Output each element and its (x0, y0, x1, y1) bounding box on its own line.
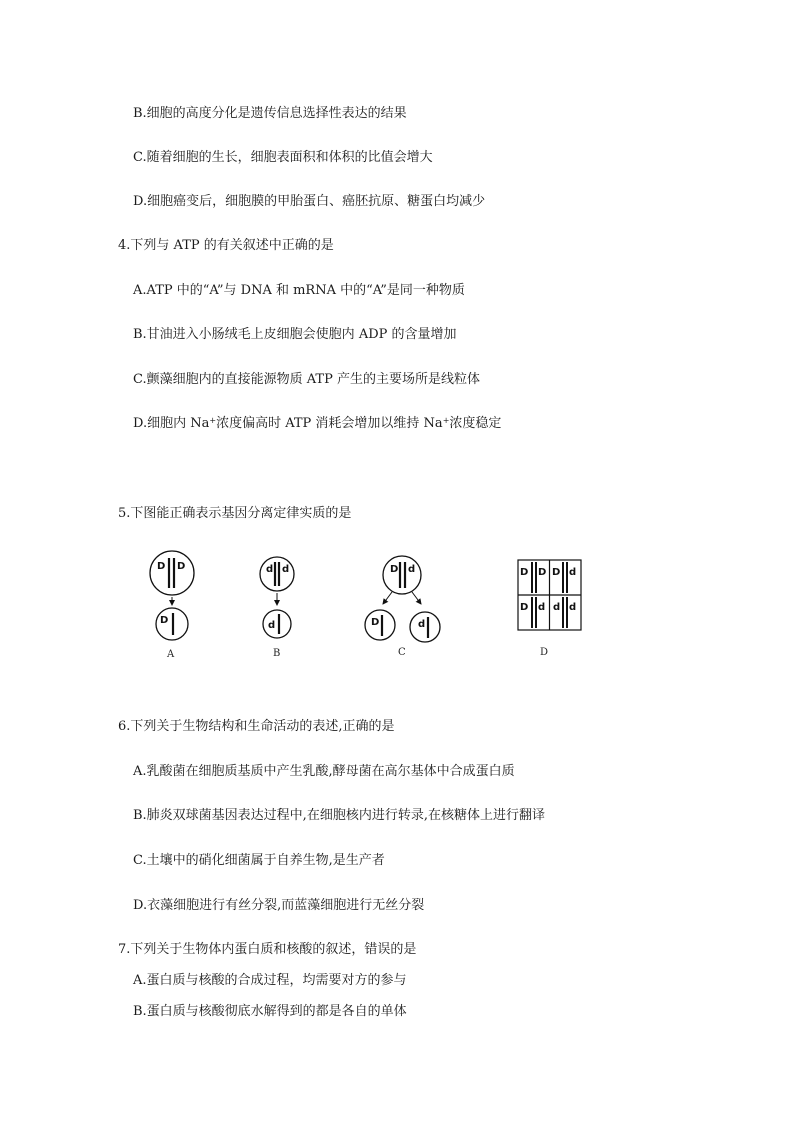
panel-d-label: D (540, 647, 549, 658)
q6-option-b: B.肺炎双球菌基因表达过程中,在细胞核内进行转录,在核糖体上进行翻译 (133, 808, 545, 823)
q7-option-a: A.蛋白质与核酸的合成过程，均需要对方的参与 (133, 973, 407, 988)
panel-d-allele-2: D (538, 567, 547, 578)
q4-option-d (133, 416, 501, 432)
q6-stem: 6.下列关于生物结构和生命活动的表述,正确的是 (118, 719, 395, 734)
q4-d-sup-2: + (442, 416, 450, 425)
q3-option-b: B.细胞的高度分化是遗传信息选择性表达的结果 (133, 106, 407, 121)
panel-a-label: A (167, 649, 175, 660)
q4-option-b: B.甘油进入小肠绒毛上皮细胞会使胞内 ADP 的含量增加 (133, 327, 457, 342)
panel-c-allele-1: D (390, 564, 399, 575)
panel-c-allele-2: d (408, 564, 416, 575)
panel-b-label: B (273, 648, 281, 659)
q4-option-c: C.颤藻细胞内的直接能源物质 ATP 产生的主要场所是线粒体 (133, 372, 480, 387)
q6-option-c: C.土壤中的硝化细菌属于自养生物,是生产者 (133, 853, 385, 868)
panel-b-allele-1: d (266, 564, 274, 575)
q5-stem: 5.下图能正确表示基因分离定律实质的是 (118, 506, 352, 521)
panel-d-allele-7: d (553, 602, 561, 613)
panel-c-allele-3: D (371, 617, 380, 628)
panel-b-allele-2: d (282, 564, 290, 575)
panel-d-allele-6: d (538, 602, 546, 613)
panel-d-allele-4: d (569, 567, 577, 578)
panel-b (260, 557, 294, 659)
q6-option-d: D.衣藻细胞进行有丝分裂,而蓝藻细胞进行无丝分裂 (133, 898, 425, 913)
panel-a-parent-cell (150, 551, 194, 595)
q4-option-a: A.ATP 中的“A”与 DNA 和 mRNA 中的“A”是同一种物质 (133, 283, 465, 298)
q4-stem: 4.下列与 ATP 的有关叙述中正确的是 (118, 238, 334, 253)
q7-option-b: B.蛋白质与核酸彻底水解得到的都是各自的单体 (133, 1004, 407, 1019)
panel-d-allele-8: d (569, 602, 577, 613)
panel-c-allele-4: d (418, 619, 426, 630)
panel-c-daughter-cell-1 (365, 610, 395, 640)
q4-d-text-1: D.细胞内 Na (133, 416, 210, 431)
q4-d-text-3: 浓度稳定 (449, 416, 502, 431)
panel-a-allele-2: D (177, 561, 186, 572)
panel-d-allele-5: D (520, 602, 529, 613)
q3-option-d: D.细胞癌变后，细胞膜的甲胎蛋白、癌胚抗原、糖蛋白均减少 (133, 194, 486, 209)
panel-c-parent-cell (383, 556, 421, 594)
panel-d-allele-3: D (552, 567, 561, 578)
q7-stem: 7.下列关于生物体内蛋白质和核酸的叙述，错误的是 (118, 942, 417, 957)
panel-c-label: C (398, 647, 406, 658)
q5-figure (140, 545, 600, 665)
panel-a (150, 551, 194, 660)
q4-d-text-2: 浓度偏高时 ATP 消耗会增加以维持 Na (216, 416, 443, 431)
panel-c (365, 556, 440, 658)
panel-a-allele-3: D (160, 615, 169, 626)
panel-a-allele-1: D (157, 561, 166, 572)
q6-option-a: A.乳酸菌在细胞质基质中产生乳酸,酵母菌在高尔基体中合成蛋白质 (133, 764, 515, 779)
q4-d-sup-1: + (209, 416, 217, 425)
q3-option-c: C.随着细胞的生长，细胞表面积和体积的比值会增大 (133, 150, 433, 165)
panel-d-allele-1: D (520, 567, 529, 578)
panel-b-allele-3: d (268, 620, 276, 631)
panel-d (518, 560, 581, 658)
